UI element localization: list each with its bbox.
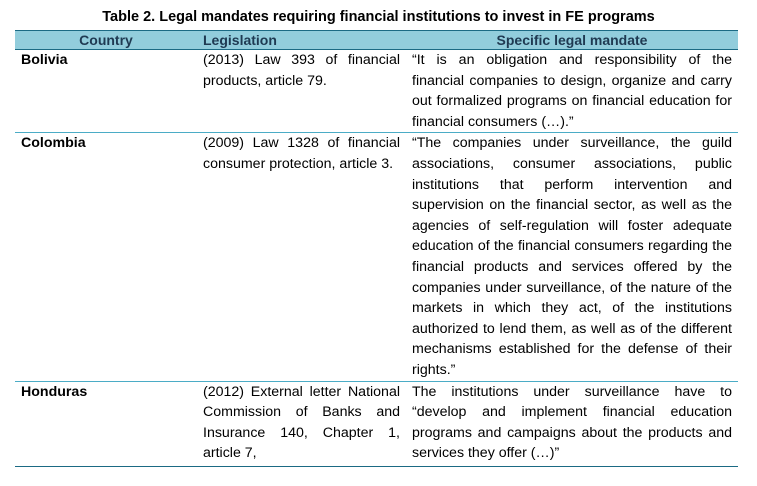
table-caption: Table 2. Legal mandates requiring financial institutions to invest in FE programs — [102, 9, 655, 25]
header-mandate: Specific legal mandate — [406, 31, 738, 50]
cell-country: Bolivia — [15, 50, 197, 133]
header-legislation: Legislation — [197, 31, 406, 50]
table-row — [15, 133, 738, 381]
table-row — [15, 381, 738, 466]
table-row — [15, 50, 738, 133]
cell-legislation: (2013) Law 393 of financial products, article 79. — [197, 50, 406, 133]
cell-mandate: “The companies under surveillance, the guild associations, consumer associations, public institutions that perform intervention and supervision on the financial sector, as well as the agencies of self-regulation will foster adequate education of the financial consumers regarding the financial products and services offered by the companies under surveillance, of the nature of the markets in which they act, of the institutions authorized to lend them, as well as of the different mechanisms established for the defense of their rights.” — [406, 133, 738, 381]
cell-country: Colombia — [15, 133, 197, 381]
cell-legislation: (2012) External letter National Commission of Banks and Insurance 140, Chapter 1, article 7, — [197, 381, 406, 466]
legal-mandates-table — [15, 30, 738, 467]
header-country: Country — [15, 31, 197, 50]
cell-mandate: The institutions under surveillance have to “develop and implement financial education programs and campaigns about the products and services they offer (…)” — [406, 381, 738, 466]
cell-mandate: “It is an obligation and responsibility of the financial companies to design, organize and carry out formalized programs on financial education for financial consumers (…).” — [406, 50, 738, 133]
cell-legislation: (2009) Law 1328 of financial consumer protection, article 3. — [197, 133, 406, 381]
cell-country: Honduras — [15, 381, 197, 466]
table-header-row — [15, 31, 738, 50]
